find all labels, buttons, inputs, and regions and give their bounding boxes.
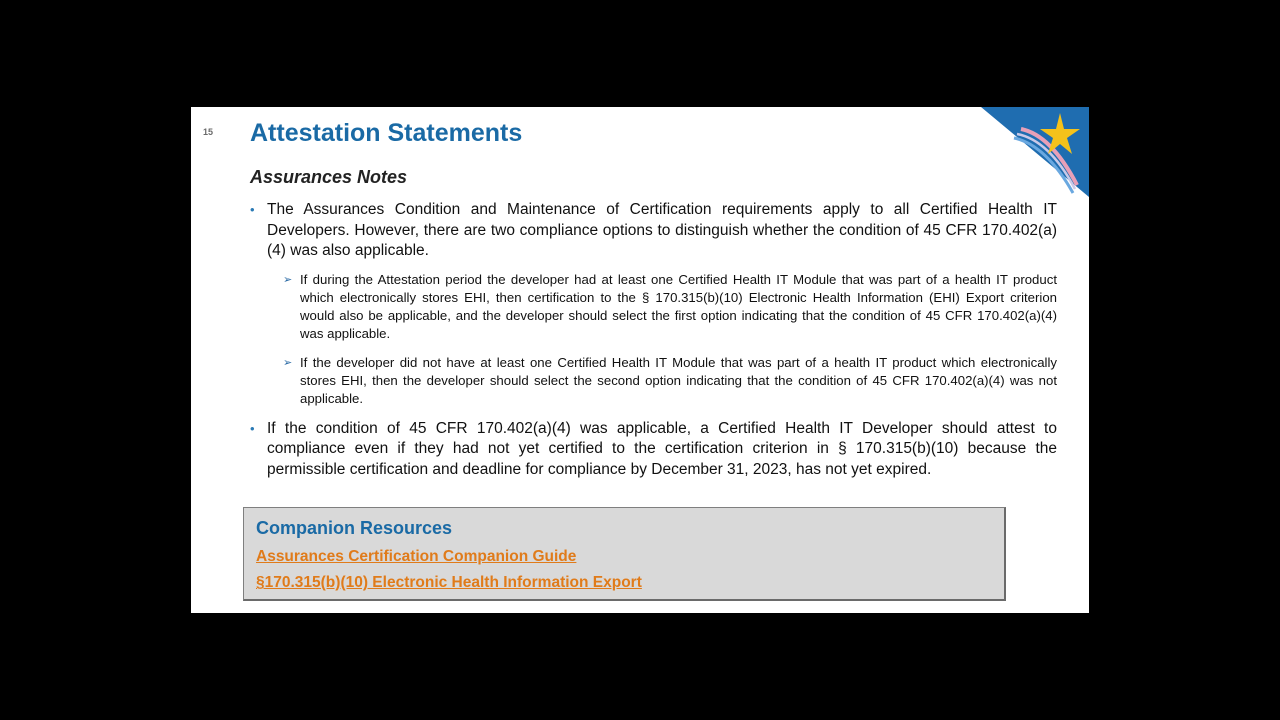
sub-bullet-item [283, 271, 1057, 343]
bullet-item [250, 419, 1057, 481]
companion-resources-box [243, 507, 1006, 601]
sub-bullet-text: If the developer did not have at least one Certified Health IT Module that was part of a health IT product which electronically stores EHI, then the developer should select the second option indicating that the condition of 45 CFR 170.402(a)(4) was not applicable. [300, 354, 1057, 406]
sub-bullet-text: If during the Attestation period the developer had at least one Certified Health IT Module that was part of a health IT product which electronically stores EHI, then certification to the § 170.315(b)(10) Electronic Health Information (EHI) Export criterion would also be applicable, and the developer should select the first option indicating that the condition of 45 CFR 170.402(a)(4) was applicable. [300, 271, 1057, 341]
bullet-item [250, 200, 1057, 262]
page-title: Attestation Statements [250, 119, 523, 147]
bullet-list [250, 200, 1057, 480]
arrow-bullet-icon: ➢ [283, 356, 293, 369]
ehi-export-link[interactable]: §170.315(b)(10) Electronic Health Information Export [256, 574, 642, 591]
bullet-dot-icon: • [250, 420, 255, 436]
bullet-dot-icon: • [250, 202, 255, 217]
presentation-slide [191, 107, 1089, 613]
section-subtitle: Assurances Notes [250, 167, 408, 187]
companion-resources-title: Companion Resources [256, 518, 453, 538]
star-swoosh-logo-icon [981, 107, 1089, 197]
bullet-text: If the condition of 45 CFR 170.402(a)(4) was applicable, a Certified Health IT Developer should attest to compliance even if they had not yet certified to the certification criterion in § 170.315(b)(10) because the permissible certification and deadline for compliance by December 31, 2023, has not yet expired. [267, 419, 1057, 478]
sub-bullet-list [283, 271, 1057, 408]
bullet-text: The Assurances Condition and Maintenance of Certification requirements apply to all Certified Health IT Developers. However, there are two compliance options to distinguish whether the condition of 45 CFR 170.402(a)(4) was also applicable. [267, 201, 1057, 259]
sub-bullet-item [283, 354, 1057, 408]
companion-guide-link[interactable]: Assurances Certification Companion Guide [256, 548, 577, 565]
arrow-bullet-icon: ➢ [283, 273, 293, 286]
slide-number: 15 [203, 127, 214, 137]
